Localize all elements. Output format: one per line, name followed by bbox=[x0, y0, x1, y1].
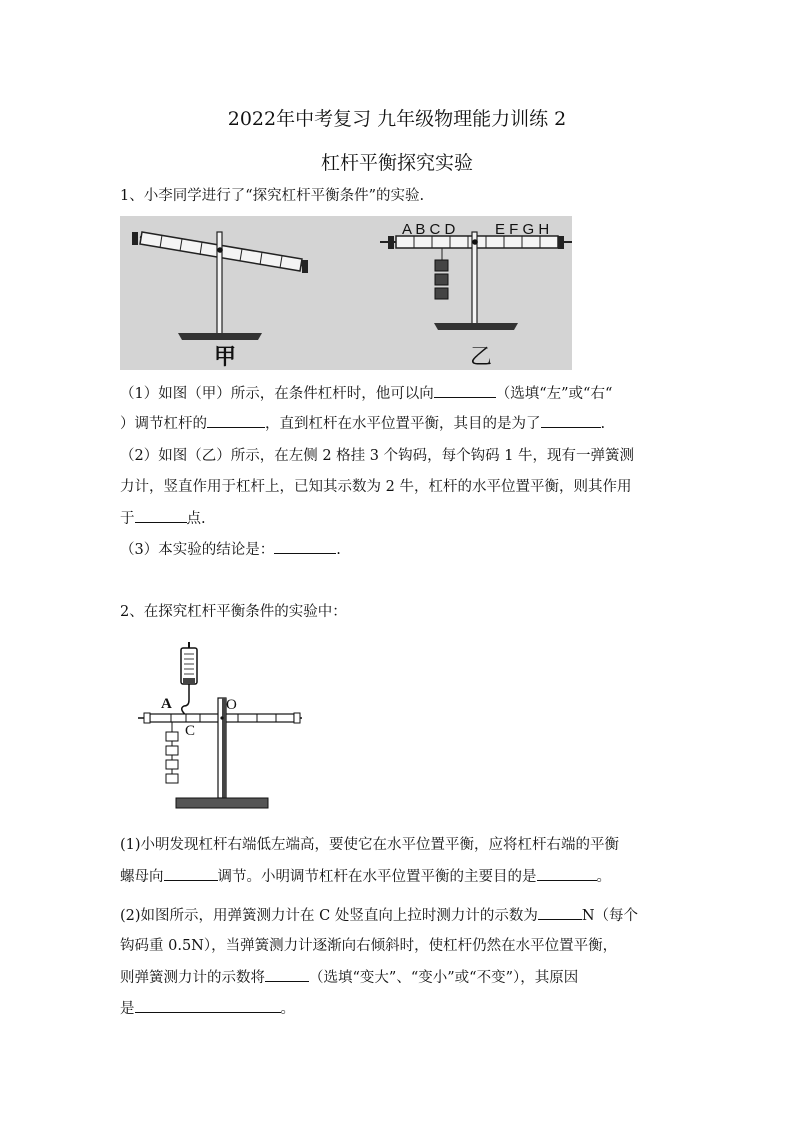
q2-p2-text-c: 则弹簧测力计的示数将 bbox=[120, 970, 265, 986]
label-O: O bbox=[226, 697, 237, 713]
label-yi: 乙 bbox=[470, 344, 493, 369]
answer-blank-change[interactable] bbox=[265, 967, 309, 982]
q1-p1-text-c: ）调节杠杆的 bbox=[120, 416, 207, 432]
answer-blank-conclusion[interactable] bbox=[274, 539, 336, 554]
q2-part2-line3 bbox=[120, 967, 578, 988]
q1-stem: 1、小李同学进行了“探究杠杆平衡条件”的实验. bbox=[120, 188, 425, 204]
scale-label-right: E F G H bbox=[495, 221, 550, 238]
q1-part2-line3 bbox=[120, 508, 206, 529]
answer-blank-point[interactable] bbox=[135, 508, 187, 523]
q1-p3-text-a: （3）本实验的结论是： bbox=[120, 542, 275, 558]
answer-blank-purpose[interactable] bbox=[541, 413, 601, 428]
q1-p1-text-d: ，直到杠杆在水平位置平衡，其目的是为了 bbox=[265, 416, 541, 432]
q1-p1-text-a: （1）如图（甲）所示，在条件杠杆时，他可以向 bbox=[120, 386, 434, 402]
q1-figure bbox=[120, 216, 572, 370]
answer-blank-reason[interactable] bbox=[135, 998, 281, 1013]
page-title: 2022年中考复习 九年级物理能力训练 2 bbox=[227, 108, 567, 130]
q1-part2-line1: （2）如图（乙）所示，在左侧 2 格挂 3 个钩码，每个钩码 1 牛，现有一弹簧测 bbox=[120, 448, 635, 464]
q2-figure bbox=[120, 640, 320, 818]
q2-part2-line4 bbox=[120, 998, 295, 1019]
q2-part1-line1: (1)小明发现杠杆右端低左端高，要使它在水平位置平衡，应将杠杆右端的平衡 bbox=[120, 837, 620, 853]
q2-p1-text-c: 。 bbox=[596, 869, 611, 885]
q1-p2-text-a: 于 bbox=[120, 511, 135, 527]
answer-blank-main-purpose[interactable] bbox=[537, 866, 597, 881]
answer-blank-reading[interactable] bbox=[538, 905, 582, 920]
q2-part2-line1 bbox=[120, 905, 638, 926]
q1-part3-line bbox=[120, 539, 341, 560]
q1-p1-text-b: （选填“左”或“右“ bbox=[495, 386, 613, 402]
page-subtitle: 杠杆平衡探究实验 bbox=[320, 152, 473, 174]
q1-part1-line1 bbox=[120, 383, 612, 404]
q1-part1-line2 bbox=[120, 413, 605, 434]
q1-part2-line2: 力计，竖直作用于杠杆上，已知其示数为 2 牛，杠杆的水平位置平衡，则其作用 bbox=[120, 479, 632, 495]
label-C: C bbox=[185, 723, 196, 739]
q2-p2-text-b: N（每个 bbox=[581, 908, 639, 924]
q2-p2-text-a: (2)如图所示，用弹簧测力计在 C 处竖直向上拉时测力计的示数为 bbox=[120, 908, 538, 924]
spring-scale bbox=[181, 642, 197, 716]
scale-label-left: A B C D bbox=[402, 221, 456, 238]
q2-stem: 2、在探究杠杆平衡条件的实验中： bbox=[120, 604, 347, 620]
q2-lever bbox=[138, 698, 302, 808]
answer-blank-nut-direction[interactable] bbox=[164, 866, 218, 881]
q2-p2-text-d: （选填“变大”、“变小”或“不变”），其原因 bbox=[309, 970, 579, 986]
q1-p3-text-b: . bbox=[336, 542, 341, 558]
q1-p2-text-b: 点. bbox=[186, 511, 206, 527]
q2-part2-line2: 钩码重 0.5N），当弹簧测力计逐渐向右倾斜时，使杠杆仍然在水平位置平衡， bbox=[120, 938, 618, 954]
q2-p1-text-a: 螺母向 bbox=[120, 869, 164, 885]
q2-part1-line2 bbox=[120, 866, 611, 887]
q2-p2-text-e: 是 bbox=[120, 1001, 135, 1017]
answer-blank-direction[interactable] bbox=[434, 383, 496, 398]
label-A: A bbox=[161, 696, 172, 712]
q1-p1-text-e: . bbox=[600, 416, 606, 432]
q2-p1-text-b: 调节。小明调节杠杆在水平位置平衡的主要目的是 bbox=[217, 869, 537, 885]
q2-p2-text-f: 。 bbox=[280, 1001, 295, 1017]
answer-blank-part[interactable] bbox=[207, 413, 265, 428]
label-jia: 甲 bbox=[214, 344, 237, 369]
